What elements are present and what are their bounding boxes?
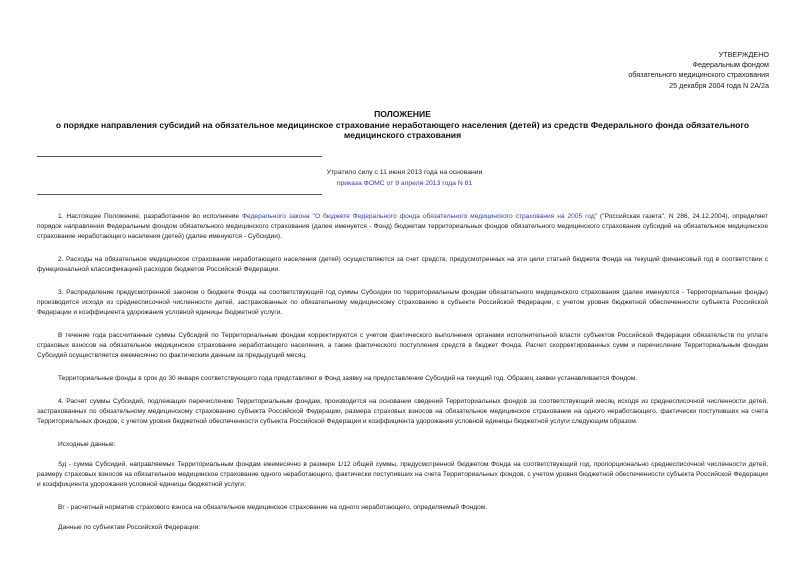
- paragraph-10: Данные по субъектам Российской Федерации:: [58, 524, 201, 531]
- approval-authority-cont: обязательного медицинского страхования: [628, 70, 769, 80]
- title-heading: ПОЛОЖЕНИЕ: [374, 109, 431, 119]
- paragraph-6: 4. Расчет суммы Субсидий, подлежащих перечислению Территориальным фондам, производится на основании сведений Территориальных фондов за соответствующий месяц исходя из среднесписочной численности детей, застрахованных по обязательному медицинскому страхованию субъекта Российской Федерации, размера страховых взносов на обязательное медицинское страхование на одного неработающего, фактически поступивших на счета Территориальных фондов, с учетом уровня бюджетной обеспеченности субъекта Российской Федерации и коэффициента удорожания условной единицы бюджетной услуги следующим образом.: [37, 398, 768, 425]
- divider-top: [37, 156, 322, 157]
- paragraph-4: В течение года рассчитанные суммы Субсидий по Территориальным фондам корректируются с учетом фактического выполнения органами исполнительной власти субъектов Российской Федерации обязательств по уплате страховых взносов на обязательное медицинское страхование неработающего населения, а также фактического поступления средств в бюджет Фонда. Расчет скорректированных сумм и перечисление Территориальным фондам Субсидий осуществляется ежемесячно по фактическим данным за предыдущий месяц.: [37, 332, 768, 359]
- document-body: [37, 212, 768, 546]
- paragraph-7: Исходные данные:: [58, 441, 116, 448]
- expired-text: Утратило силу с 11 июня 2013 года на основании: [326, 169, 483, 176]
- approval-date: 25 декабря 2004 года N 2А/2а: [669, 80, 769, 90]
- paragraph-1-text-end: ("Российская газета", N 286, 24.12.2004), определяет порядок направления Федеральным фондом обязательного медицинского страхования (далее именуется - Фонд) бюджетам территориальных фондов обязательного медицинского страхования субсидий на обязательное медицинское страхование неработающего населения (детей) (далее именуются - Субсидии).: [37, 213, 768, 240]
- title-subtitle: о порядке направления субсидий на обязательное медицинское страхование неработающего населения (детей) из средств Федерального фонда обязательного медицинского страхования: [55, 119, 750, 140]
- approval-block: [628, 50, 769, 91]
- paragraph-1-text: 1. Настоящее Положение, разработанное во исполнение: [58, 213, 243, 220]
- paragraph-1: [37, 212, 768, 242]
- paragraph-5: Территориальные фонды в срок до 30 января соответствующего года представляют в Фонд заявку на предоставление Субсидий на текущий год. Образец заявки устанавливается Фондом.: [58, 375, 638, 382]
- approval-authority: Федеральным фондом: [692, 60, 769, 70]
- divider-bottom: [37, 194, 322, 195]
- expired-notice: [322, 168, 487, 189]
- approval-label: УТВЕРЖДЕНО: [718, 50, 769, 59]
- paragraph-3: 3. Распределение предусмотренной законом о бюджете Фонда на соответствующий год суммы Субсидии по территориальным фондам обязательного медицинского страхования (далее именуются - Территориальные фонды) производится исходя из среднесписочной численности детей, застрахованных по обязательному медицинскому страхованию в субъекте Российской Федерации, с учетом уровня бюджетной обеспеченности субъекта Российской Федерации и коэффициента удорожания условной единицы бюджетной услуги.: [37, 289, 768, 316]
- paragraph-2: 2. Расходы на обязательное медицинское страхование неработающего населения (детей) осуществляются за счет средств, предусмотренных на эти цели статьей бюджета Фонда на текущий финансовый год в соответствии с функциональной классификацией расходов бюджетов Российской Федерации.: [37, 256, 768, 273]
- document-title: [30, 109, 775, 141]
- paragraph-8: Sд - сумма Субсидий, направляемых Территориальным фондам ежемесячно в размере 1/12 общей суммы, предусмотренной бюджетом Фонда на соответствующий год, пропорционально среднесписочной численности детей, размеру страховых взносов на обязательное медицинское страхование одного неработающего, фактически поступивших на счета Территориальных фондов, с учетом уровня бюджетной обеспеченности субъекта Российской Федерации и коэффициента удорожания условной единицы бюджетной услуги;: [37, 461, 768, 488]
- paragraph-9: Вг - расчетный норматив страхового взноса на обязательное медицинское страхование на одного неработающего, определяемый Фондом.: [58, 504, 488, 511]
- federal-law-link[interactable]: Федерального закона "О бюджете Федерального фонда обязательного медицинского страхования на 2005 год": [242, 213, 598, 220]
- expired-order-link[interactable]: приказа ФОМС от 9 апреля 2013 года N 81: [336, 179, 473, 187]
